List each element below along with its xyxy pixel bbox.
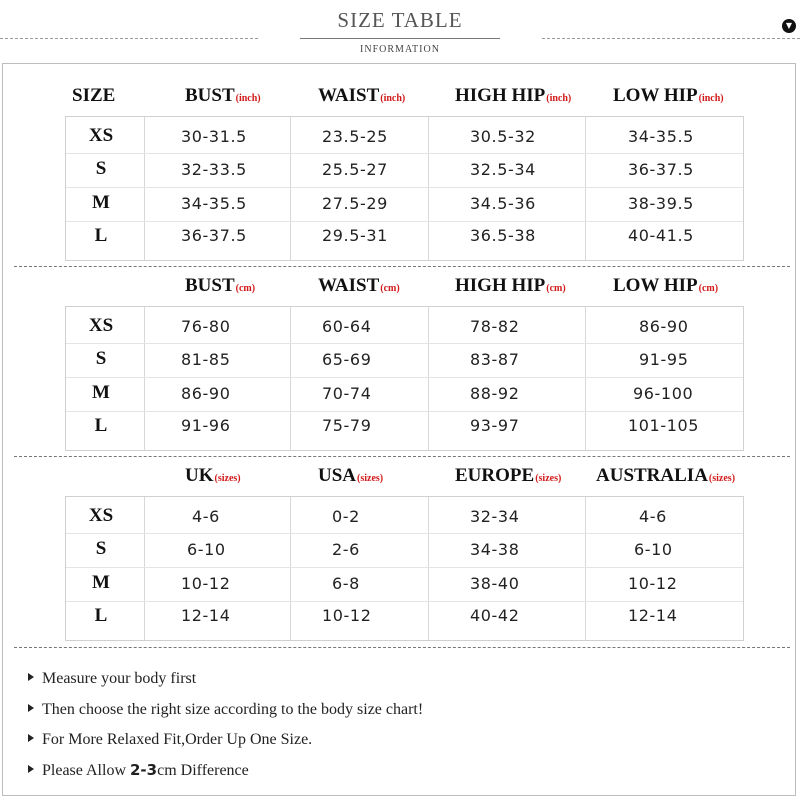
inch-header-low-hip: LOW HIP(inch) xyxy=(613,85,724,106)
table-cell: 93-97 xyxy=(470,416,520,435)
table-cell: 32-34 xyxy=(470,507,520,526)
table-cell: 29.5-31 xyxy=(322,226,388,245)
column-divider xyxy=(428,307,429,450)
table-cell: 34-38 xyxy=(470,540,520,559)
bullet-arrow-icon xyxy=(28,673,34,681)
sizes-header-usa: USA(sizes) xyxy=(318,465,384,486)
table-cell: 12-14 xyxy=(181,606,231,625)
row-divider xyxy=(66,187,743,188)
page-title: SIZE TABLE xyxy=(337,8,463,32)
size-label-xs: XS xyxy=(88,505,114,526)
column-divider xyxy=(290,117,291,260)
table-cell: 34-35.5 xyxy=(181,194,247,213)
table-cell: 88-92 xyxy=(470,384,520,403)
header-left-dash xyxy=(0,38,258,39)
column-divider xyxy=(428,117,429,260)
bullet-arrow-icon xyxy=(28,734,34,742)
table-cell: 76-80 xyxy=(181,317,231,336)
table-cell: 30-31.5 xyxy=(181,127,247,146)
size-label-l: L xyxy=(94,605,108,626)
row-divider xyxy=(66,533,743,534)
header-center-rule xyxy=(300,38,500,39)
table-cell: 10-12 xyxy=(628,574,678,593)
row-divider xyxy=(66,411,743,412)
size-label-l: L xyxy=(94,225,108,246)
row-divider xyxy=(66,343,743,344)
inch-header-waist: WAIST(inch) xyxy=(318,85,406,106)
bullet-arrow-icon xyxy=(28,765,34,773)
table-cell: 10-12 xyxy=(322,606,372,625)
cm-header-waist: WAIST(cm) xyxy=(318,275,400,296)
size-column-header: SIZE xyxy=(72,85,116,106)
column-divider xyxy=(290,497,291,640)
table-cell: 38-40 xyxy=(470,574,520,593)
size-label-s: S xyxy=(95,348,107,369)
table-cell: 36-37.5 xyxy=(181,226,247,245)
size-label-s: S xyxy=(95,158,107,179)
table-cell: 23.5-25 xyxy=(322,127,388,146)
table-cell: 38-39.5 xyxy=(628,194,694,213)
size-label-xs: XS xyxy=(88,315,114,336)
row-divider xyxy=(66,601,743,602)
column-divider xyxy=(585,117,586,260)
column-divider xyxy=(290,307,291,450)
row-divider xyxy=(66,567,743,568)
sizes-header-australia: AUSTRALIA(sizes) xyxy=(596,465,736,486)
page-subtitle: INFORMATION xyxy=(360,44,440,55)
table-cell: 2-6 xyxy=(332,540,360,559)
table-cell: 101-105 xyxy=(628,416,700,435)
inch-header-bust: BUST(inch) xyxy=(185,85,261,106)
table-cell: 83-87 xyxy=(470,350,520,369)
header-right-dash xyxy=(542,38,800,39)
table-cell: 32.5-34 xyxy=(470,160,536,179)
table-cell: 86-90 xyxy=(639,317,689,336)
sizes-header-europe: EUROPE(sizes) xyxy=(455,465,562,486)
column-divider xyxy=(428,497,429,640)
table-cell: 30.5-32 xyxy=(470,127,536,146)
note-item: For More Relaxed Fit,Order Up One Size. xyxy=(28,731,312,749)
note-item: Please Allow 2-3cm Difference xyxy=(28,761,249,780)
table-cell: 75-79 xyxy=(322,416,372,435)
chevron-down-icon: ▼ xyxy=(782,19,796,33)
column-divider xyxy=(585,497,586,640)
inch-header-high-hip: HIGH HIP(inch) xyxy=(455,85,572,106)
table-cell: 25.5-27 xyxy=(322,160,388,179)
size-label-s: S xyxy=(95,538,107,559)
table-cell: 70-74 xyxy=(322,384,372,403)
size-label-m: M xyxy=(92,572,110,593)
table-cell: 65-69 xyxy=(322,350,372,369)
table-cell: 34.5-36 xyxy=(470,194,536,213)
cm-header-low-hip: LOW HIP(cm) xyxy=(613,275,719,296)
table-cell: 40-42 xyxy=(470,606,520,625)
table-cell: 6-10 xyxy=(187,540,226,559)
size-label-l: L xyxy=(94,415,108,436)
table-cell: 10-12 xyxy=(181,574,231,593)
column-divider xyxy=(144,497,145,640)
row-divider xyxy=(66,153,743,154)
table-cell: 6-10 xyxy=(634,540,673,559)
row-divider xyxy=(66,377,743,378)
table-cell: 96-100 xyxy=(633,384,694,403)
column-divider xyxy=(585,307,586,450)
table-cell: 81-85 xyxy=(181,350,231,369)
table-cell: 4-6 xyxy=(192,507,220,526)
size-label-xs: XS xyxy=(88,125,114,146)
table-cell: 27.5-29 xyxy=(322,194,388,213)
section-divider xyxy=(14,266,790,267)
column-divider xyxy=(144,117,145,260)
table-cell: 4-6 xyxy=(639,507,667,526)
section-divider xyxy=(14,456,790,457)
inch-table xyxy=(65,116,744,261)
table-cell: 36.5-38 xyxy=(470,226,536,245)
table-cell: 86-90 xyxy=(181,384,231,403)
bullet-arrow-icon xyxy=(28,704,34,712)
table-cell: 34-35.5 xyxy=(628,127,694,146)
size-label-m: M xyxy=(92,382,110,403)
note-item: Then choose the right size according to the body size chart! xyxy=(28,701,423,719)
cm-header-bust: BUST(cm) xyxy=(185,275,256,296)
column-divider xyxy=(144,307,145,450)
table-cell: 91-96 xyxy=(181,416,231,435)
table-cell: 36-37.5 xyxy=(628,160,694,179)
row-divider xyxy=(66,221,743,222)
table-cell: 32-33.5 xyxy=(181,160,247,179)
table-cell: 12-14 xyxy=(628,606,678,625)
section-divider xyxy=(14,647,790,648)
table-cell: 60-64 xyxy=(322,317,372,336)
table-cell: 6-8 xyxy=(332,574,360,593)
size-label-m: M xyxy=(92,192,110,213)
sizes-header-uk: UK(sizes) xyxy=(185,465,241,486)
table-cell: 40-41.5 xyxy=(628,226,694,245)
cm-header-high-hip: HIGH HIP(cm) xyxy=(455,275,566,296)
cm-table xyxy=(65,306,744,451)
table-cell: 91-95 xyxy=(639,350,689,369)
international-size-table xyxy=(65,496,744,641)
table-cell: 0-2 xyxy=(332,507,360,526)
note-item: Measure your body first xyxy=(28,670,196,688)
table-cell: 78-82 xyxy=(470,317,520,336)
